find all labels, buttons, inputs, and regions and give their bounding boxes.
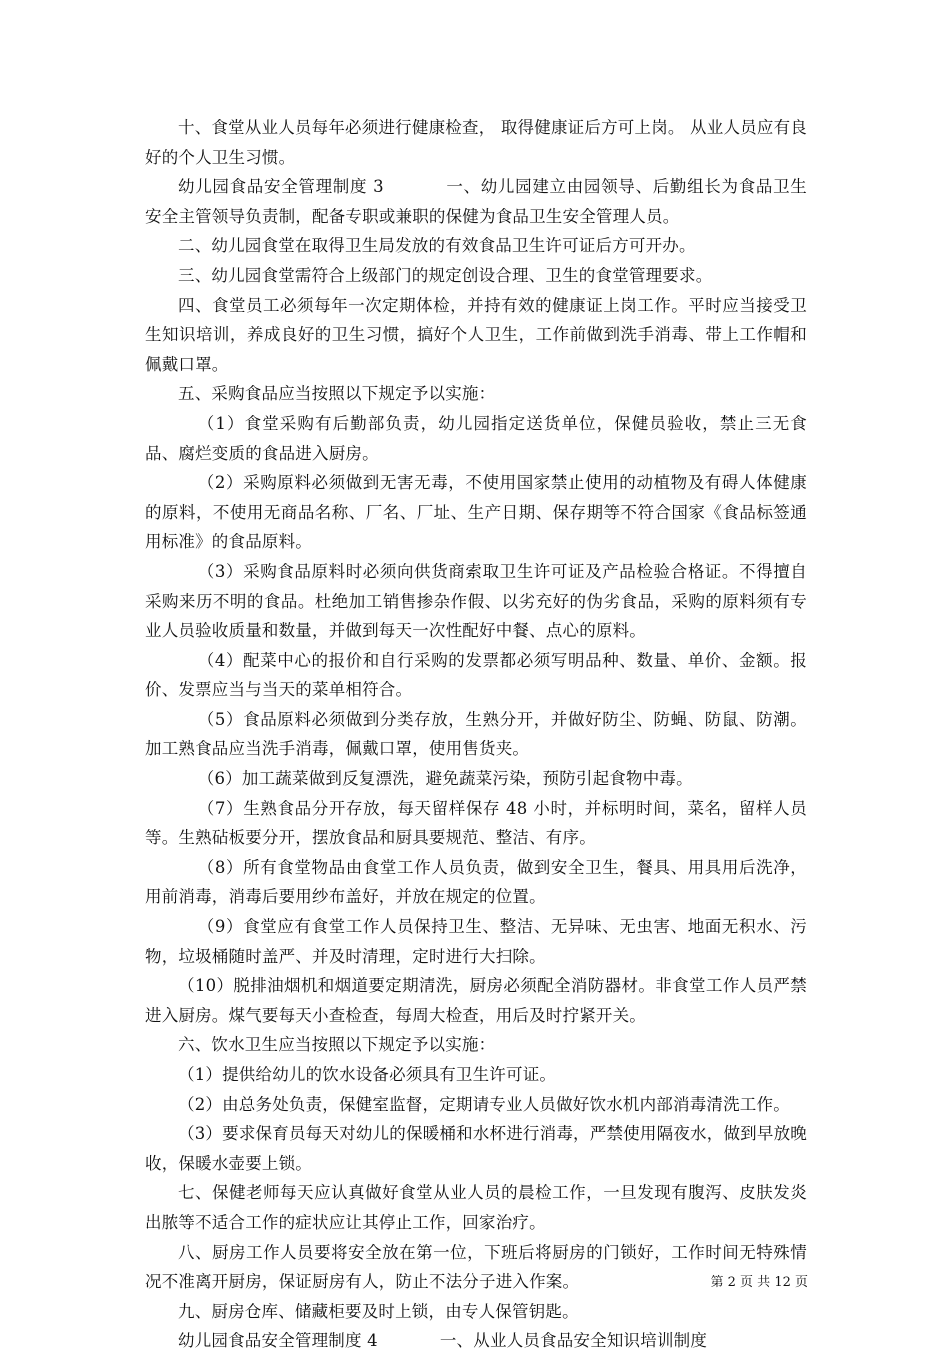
purchase-item-3: （3）采购食品原料时必须向供货商索取卫生许可证及产品检验合格证。不得擅自采购来历不明的食品。杜绝加工销售掺杂作假、以劣充好的伪劣食品，采购的原料须有专业人员验收质量和数量，并做到每天一次性配好中餐、点心的原料。 bbox=[145, 561, 807, 641]
purchase-item-5: （5）食品原料必须做到分类存放，生熟分开，并做好防尘、防蝇、防鼠、防潮。加工熟食品应当洗手消毒，佩戴口罩，使用售货夹。 bbox=[145, 709, 807, 759]
page-number-footer: 第 2 页 共 12 页 bbox=[710, 1275, 808, 1290]
purchase-item-6: （6）加工蔬菜做到反复漂洗，避免蔬菜污染，预防引起食物中毒。 bbox=[197, 769, 693, 789]
section-3-item-one: 一、幼儿园建立由园领导、后勤组长为食品卫生安全主管领导负责制，配备专职或兼职的保健为食品卫生安全管理人员。 bbox=[145, 177, 807, 226]
paragraph-seven: 七、保健老师每天应认真做好食堂从业人员的晨检工作，一旦发现有腹泻、皮肤发炎出脓等不适合工作的症状应让其停止工作，回家治疗。 bbox=[145, 1183, 807, 1232]
section-3-title: 幼儿园食品安全管理制度 3 bbox=[178, 177, 384, 197]
water-item-2: （2）由总务处负责，保健室监督，定期请专业人员做好饮水机内部消毒清洗工作。 bbox=[178, 1094, 790, 1114]
purchase-item-4: （4）配菜中心的报价和自行采购的发票都必须写明品种、数量、单价、金额。报价、发票应当与当天的菜单相符合。 bbox=[145, 650, 807, 700]
purchase-item-9: （9）食堂应有食堂工作人员保持卫生、整洁、无异味、无虫害、地面无积水、污物，垃圾桶随时盖严、并及时清理，定时进行大扫除。 bbox=[145, 917, 807, 966]
paragraph-nine: 九、厨房仓库、储藏柜要及时上锁，由专人保管钥匙。 bbox=[178, 1301, 579, 1321]
paragraph-ten: 十、食堂从业人员每年必须进行健康检查， 取得健康证后方可上岗。 从业人员应有良好的个人卫生习惯。 bbox=[145, 118, 807, 167]
section-4-title: 幼儿园食品安全管理制度 4 bbox=[178, 1331, 378, 1351]
water-item-1: （1）提供给幼儿的饮水设备必须具有卫生许可证。 bbox=[178, 1065, 557, 1084]
section-4-item-one: 一、从业人员食品安全知识培训制度 bbox=[439, 1331, 708, 1351]
purchase-item-7: （7）生熟食品分开存放，每天留样保存 48 小时，并标明时间，菜名，留样人员等。生熟砧板要分开，摆放食品和厨具要规范、整洁、有序。 bbox=[145, 798, 807, 848]
section-4-heading-paragraph bbox=[145, 1326, 807, 1356]
purchase-item-1: （1）食堂采购有后勤部负责，幼儿园指定送货单位，保健员验收，禁止三无食品、腐烂变质的食品进入厨房。 bbox=[145, 413, 807, 463]
paragraph-five: 五、采购食品应当按照以下规定予以实施： bbox=[178, 384, 496, 404]
paragraph-two: 二、幼儿园食堂在取得卫生局发放的有效食品卫生许可证后方可开办。 bbox=[178, 236, 696, 256]
purchase-item-8: （8）所有食堂物品由食堂工作人员负责，做到安全卫生，餐具、用具用后洗净，用前消毒，消毒后要用纱布盖好，并放在规定的位置。 bbox=[145, 857, 807, 907]
paragraph-four: 四、食堂员工必须每年一次定期体检，并持有效的健康证上岗工作。平时应当接受卫生知识培训，养成良好的卫生习惯，搞好个人卫生，工作前做到洗手消毒、带上工作帽和佩戴口罩。 bbox=[145, 295, 807, 374]
purchase-item-2: （2）采购原料必须做到无害无毒，不使用国家禁止使用的动植物及有碍人体健康的原料，不使用无商品名称、厂名、厂址、生产日期、保存期等不符合国家《食品标签通用标准》的食品原料。 bbox=[145, 473, 807, 552]
paragraph-three: 三、幼儿园食堂需符合上级部门的规定创设合理、卫生的食堂管理要求。 bbox=[178, 265, 713, 285]
water-item-3: （3）要求保育员每天对幼儿的保暖桶和水杯进行消毒，严禁使用隔夜水，做到早放晚收，保暖水壶要上锁。 bbox=[145, 1124, 807, 1173]
paragraph-six: 六、饮水卫生应当按照以下规定予以实施： bbox=[178, 1035, 496, 1055]
section-3-heading-paragraph bbox=[145, 172, 807, 231]
document-body bbox=[145, 113, 807, 1356]
purchase-item-10: （10）脱排油烟机和烟道要定期清洗，厨房必须配全消防器材。非食堂工作人员严禁进入厨房。煤气要每天小查检查，每周大检查，用后及时拧紧开关。 bbox=[145, 976, 807, 1025]
paragraph-eight: 八、厨房工作人员要将安全放在第一位，下班后将厨房的门锁好，工作时间无特殊情况不准离开厨房，保证厨房有人，防止不法分子进入作案。 bbox=[145, 1242, 807, 1292]
